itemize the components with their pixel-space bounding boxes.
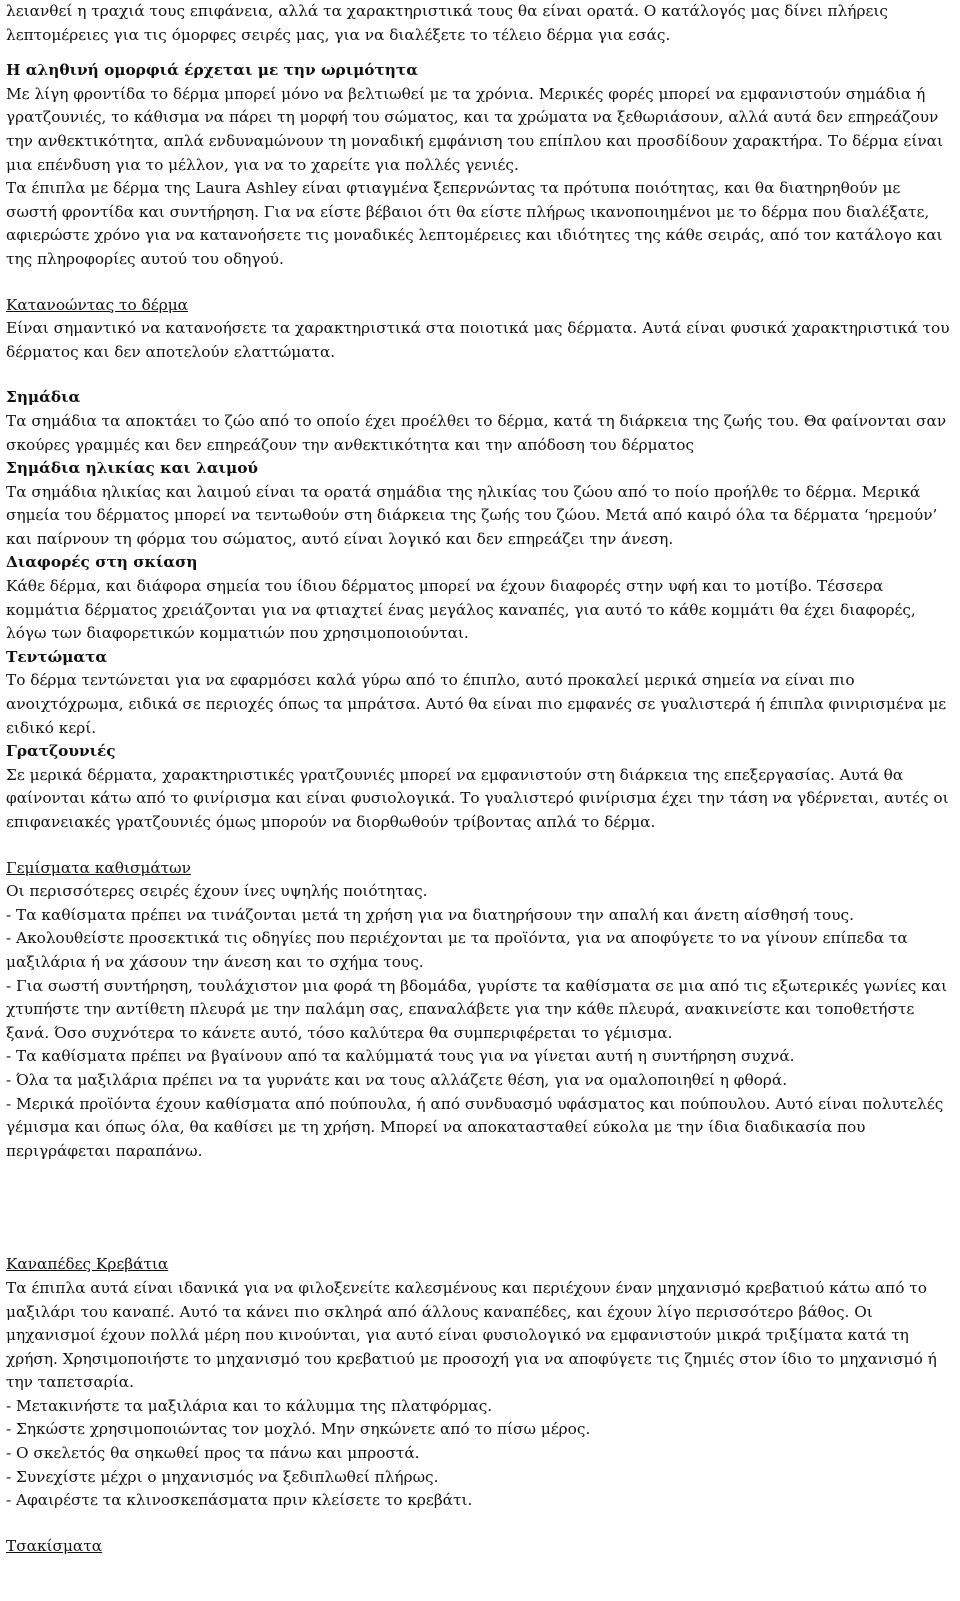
list-item: - Αφαιρέστε τα κλινοσκεπάσματα πριν κλείσετε το κρεβάτι. (6, 1491, 473, 1510)
list-item: - Μερικά προϊόντα έχουν καθίσματα από πούπουλα, ή από συνδυασμό υφάσματος και πούπουλου. Αυτό είναι πολυτελές γέμισμα και όπως όλα, θα καθίσει με τη χρήση. Μπορεί να αποκατασταθεί εύκολα με την ίδια διαδικασία που περιγράφεται παραπάνω. (6, 1094, 944, 1160)
section-heading-shade: Διαφορές στη σκίαση (6, 553, 198, 572)
list-item: - Συνεχίστε μέχρι ο μηχανισμός να ξεδιπλωθεί πλήρως. (6, 1467, 439, 1486)
section-heading-understanding: Κατανοώντας το δέρμα (6, 295, 188, 314)
list-item: - Τα καθίσματα πρέπει να τινάζονται μετά τη χρήση για να διατηρήσουν την απαλή και άνετη αίσθησή τους. (6, 905, 854, 924)
scratches-paragraph: Σε μερικά δέρματα, χαρακτηριστικές γρατζουνιές μπορεί να εμφανιστούν στη διάρκεια της επεξεργασίας. Αυτά θα φαίνονται κάτω από το φινίρισμα και είναι φυσιολογικά. Το γυαλιστερό φινίρισμα έχει την τάση να γδέρνεται, αυτές οι επιφανειακές γρατζουνιές όμως μπορούν να διορθωθούν τρίβοντας απλά το δέρμα. (6, 765, 949, 831)
age-marks-paragraph: Τα σημάδια ηλικίας και λαιμού είναι τα ορατά σημάδια της ηλικίας του ζώου από το ποίο προήλθε το δέρμα. Μερικά σημεία του δέρματος μπορεί να τεντωθούν στη διάρκεια της ζωής του ζώου. Μετά από καιρό όλα τα δέρματα ‘ηρεμούν’ και παίρνουν τη φόρμα του σώματος, αυτό είναι λογικό και δεν επηρεάζει την άνεση. (6, 482, 938, 548)
section-heading-stretch: Τεντώματα (6, 647, 108, 666)
section-heading-beauty: Η αληθινή ομορφιά έρχεται με την ωριμότητα (6, 61, 418, 80)
document-page (6, 0, 950, 1558)
section-heading-creases: Τσακίσματα (6, 1536, 103, 1555)
beauty-paragraph-2: Τα έπιπλα με δέρμα της Laura Ashley είναι φτιαγμένα ξεπερνώντας τα πρότυπα ποιότητας, και θα διατηρηθούν με σωστή φροντίδα και συντήρηση. Για να είστε βέβαιοι ότι θα είστε πλήρως ικανοποιημένοι με το δέρμα που διαλέξατε, αφιερώστε χρόνο για να κατανοήσετε τις μοναδικές λεπτομέρειες και ιδιότητες της κάθε σειράς, από τον κατάλογο και της πληροφορίες αυτού του οδηγού. (6, 179, 943, 268)
list-item: - Όλα τα μαξιλάρια πρέπει να τα γυρνάτε και να τους αλλάζετε θέση, για να ομαλοποιηθεί η φθορά. (6, 1070, 788, 1089)
section-heading-fillings: Γεμίσματα καθισμάτων (6, 858, 191, 877)
fillings-intro: Οι περισσότερες σειρές έχουν ίνες υψηλής ποιότητας. (6, 882, 428, 901)
intro-line-1: λειανθεί η τραχιά τους επιφάνεια, αλλά τα χαρακτηριστικά τους θα είναι ορατά. Ο κατάλογός μας δίνει πλήρεις (6, 2, 888, 20)
section-heading-age-marks: Σημάδια ηλικίας και λαιμού (6, 459, 259, 478)
stretch-paragraph: Το δέρμα τεντώνεται για να εφαρμόσει καλά γύρω από το έπιπλο, αυτό προκαλεί μερικά σημεία να είναι πιο ανοιχτόχρωμα, ειδικά σε περιοχές όπως τα μπράτσα. Αυτό θα είναι πιο εμφανές σε γυαλιστερά ή έπιπλα φινιρισμένα με ειδικό κερί. (6, 671, 947, 737)
list-item: - Ακολουθείστε προσεκτικά τις οδηγίες που περιέχονται με τα προϊόντα, για να αποφύγετε το να γίνουν επίπεδα τα μαξιλάρια ή να χάσουν την άνεση και το σχήμα τους. (6, 929, 908, 971)
intro-line-2: λεπτομέρειες για τις όμορφες σειρές μας, για να διαλέξετε το τέλειο δέρμα για εσάς. (6, 25, 671, 44)
understanding-paragraph: Είναι σημαντικό να κατανοήσετε τα χαρακτηριστικά στα ποιοτικά μας δέρματα. Αυτά είναι φυσικά χαρακτηριστικά του δέρματος και δεν αποτελούν ελαττώματα. (6, 319, 950, 361)
marks-paragraph: Τα σημάδια τα αποκτάει το ζώο από το οποίο έχει προέλθει το δέρμα, κατά τη διάρκεια της ζωής του. Θα φαίνονται σαν σκούρες γραμμές και δεν επηρεάζουν την ανθεκτικότητα και την απόδοση του δέρματος (6, 411, 947, 454)
section-heading-marks: Σημάδια (6, 388, 81, 407)
list-item: - Σηκώστε χρησιμοποιώντας τον μοχλό. Μην σηκώνετε από το πίσω μέρος. (6, 1420, 591, 1439)
list-item: - Τα καθίσματα πρέπει να βγαίνουν από τα καλύμματά τους για να γίνεται αυτή η συντήρηση συχνά. (6, 1047, 795, 1066)
beauty-paragraph-1: Με λίγη φροντίδα το δέρμα μπορεί μόνο να βελτιωθεί με τα χρόνια. Μερικές φορές μπορεί να εμφανιστούν σημάδια ή γρατζουνιές, το κάθισμα να πάρει τη μορφή του σώματος, και τα χρώματα να ξεθωριάσουν, αλλά αυτά δεν επηρεάζουν την ανθεκτικότητα, απλά ενδυναμώνουν τη μοναδική εμφάνιση του επίπλου και προσδίδουν χαρακτήρα. Το δέρμα είναι μια επένδυση για το μέλλον, για να το χαρείτε για πολλές γενιές. (6, 84, 943, 174)
sofa-beds-paragraph: Τα έπιπλα αυτά είναι ιδανικά για να φιλοξενείτε καλεσμένους και περιέχουν έναν μηχανισμό κρεβατιού κάτω από το μαξιλάρι του καναπέ. Αυτό τα κάνει πιο σκληρά από άλλους καναπέδες, και έχουν λίγο περισσότερο βάθος. Οι μηχανισμοί έχουν πολλά μέρη που κινούνται, για αυτό είναι φυσιολογικό να εμφανιστούν μικρά τριξίματα κατά τη χρήση. Χρησιμοποιήστε το μηχανισμό του κρεβατιού με προσοχή για να αποφύγετε τις ζημιές στον ίδιο το μηχανισμό ή την ταπετσαρία. (6, 1278, 937, 1392)
section-heading-scratches: Γρατζουνιές (6, 742, 116, 761)
section-heading-sofa-beds: Καναπέδες Κρεβάτια (6, 1255, 169, 1274)
list-item: - Για σωστή συντήρηση, τουλάχιστον μια φορά τη βδομάδα, γυρίστε τα καθίσματα σε μια από τις εξωτερικές γωνίες και χτυπήστε την αντίθετη πλευρά με την παλάμη σας, επαναλάβετε για την κάθε πλευρά, ανακινείστε και τοποθετήστε ξανά. Όσο συχνότερα το κάνετε αυτό, τόσο καλύτερα θα συμπεριφέρεται το γέμισμα. (6, 976, 948, 1042)
list-item: - Μετακινήστε τα μαξιλάρια και το κάλυμμα της πλατφόρμας. (6, 1396, 493, 1415)
shade-paragraph: Κάθε δέρμα, και διάφορα σημεία του ίδιου δέρματος μπορεί να έχουν διαφορές στην υφή και το μοτίβο. Τέσσερα κομμάτια δέρματος χρειάζονται για να φτιαχτεί ένας μεγάλος καναπές, για αυτό το κάθε κομμάτι θα έχει διαφορές, λόγω των διαφορετικών κομματιών που χρησιμοποιούνται. (6, 577, 916, 643)
list-item: - Ο σκελετός θα σηκωθεί προς τα πάνω και μπροστά. (6, 1444, 420, 1463)
